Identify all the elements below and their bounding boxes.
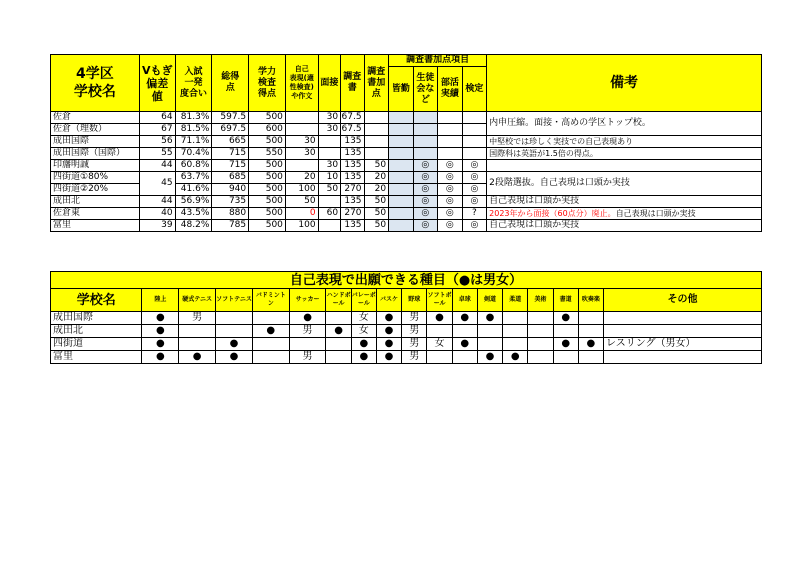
header-kinmu: 皆勤 <box>389 67 414 112</box>
sport-mark: 男 <box>402 325 427 338</box>
school-name: 成田北 <box>51 325 142 338</box>
sport-mark <box>452 351 477 364</box>
jiko-value <box>285 112 318 124</box>
sport-mark: 男 <box>402 338 427 351</box>
sport-mark: 女 <box>351 312 376 325</box>
sport-mark: ● <box>376 338 401 351</box>
other-sport: レスリング（男女） <box>604 338 762 351</box>
admissions-table <box>50 54 762 232</box>
katen-value <box>364 148 389 160</box>
jiko-value: 50 <box>285 196 318 208</box>
header-sport: 野球 <box>402 289 427 312</box>
chosasho-value: 270 <box>341 208 364 220</box>
gakuryoku-value: 500 <box>249 196 286 208</box>
sotokuten-value: 665 <box>212 136 249 148</box>
sport-mark <box>578 351 603 364</box>
sport-mark: ● <box>553 312 578 325</box>
sport-mark <box>427 325 452 338</box>
sport-mark <box>477 325 502 338</box>
header-sport: ハンドボール <box>326 289 351 312</box>
sport-mark <box>578 325 603 338</box>
nyushi-value: 81.5% <box>175 124 212 136</box>
katen-value: 50 <box>364 208 389 220</box>
bukatsu-mark <box>438 112 463 124</box>
katen-value: 20 <box>364 184 389 196</box>
sport-mark <box>503 338 528 351</box>
katen-value: 20 <box>364 172 389 184</box>
note-sakura-higashi-black: 自己表現は口頭か実技 <box>615 208 696 218</box>
table-row <box>51 338 762 351</box>
kinmu-mark <box>389 160 414 172</box>
sport-mark <box>553 325 578 338</box>
sport-mark: ● <box>427 312 452 325</box>
sport-mark <box>252 338 289 351</box>
gakuryoku-value: 500 <box>249 136 286 148</box>
sport-mark <box>553 351 578 364</box>
sport-mark: ● <box>477 351 502 364</box>
header-other: その他 <box>604 289 762 312</box>
table-row <box>51 136 762 148</box>
sport-mark <box>252 351 289 364</box>
header-kentei: 検定 <box>462 67 487 112</box>
nyushi-value: 81.3% <box>175 112 212 124</box>
sport-mark: ● <box>289 312 326 325</box>
chosasho-value: 135 <box>341 148 364 160</box>
note-yotsukaido: 2段階選抜。自己表現は口頭か実技 <box>487 172 762 196</box>
table-row <box>51 196 762 208</box>
sport-mark <box>528 351 553 364</box>
table-row <box>51 325 762 338</box>
sport-mark: 男 <box>402 351 427 364</box>
kinmu-mark <box>389 208 414 220</box>
sport-mark: ● <box>142 338 179 351</box>
sport-mark <box>528 325 553 338</box>
header-chosasho-katen: 調査 書加 点 <box>364 55 389 112</box>
header-chosasho: 調査 書 <box>341 55 364 112</box>
jiko-value <box>285 124 318 136</box>
sotokuten-value: 735 <box>212 196 249 208</box>
kentei-mark: ◎ <box>462 220 487 232</box>
seito-mark: ◎ <box>413 172 438 184</box>
header-sport: サッカー <box>289 289 326 312</box>
seito-mark: ◎ <box>413 184 438 196</box>
table-row <box>51 312 762 325</box>
nyushi-value: 63.7% <box>175 172 212 184</box>
gakuryoku-value: 500 <box>249 112 286 124</box>
chosasho-value: 135 <box>341 172 364 184</box>
table-row <box>51 148 762 160</box>
kentei-mark: ◎ <box>462 160 487 172</box>
table-row <box>51 351 762 364</box>
seito-mark <box>413 124 438 136</box>
table2-body <box>51 312 762 364</box>
sotokuten-value: 685 <box>212 172 249 184</box>
kinmu-mark <box>389 148 414 160</box>
header-sport: 卓球 <box>452 289 477 312</box>
sport-mark: ● <box>351 338 376 351</box>
katen-value: 50 <box>364 160 389 172</box>
school-name: 四街道②20% <box>51 184 140 196</box>
header-vmogi: Vもぎ 偏差 値 <box>139 55 175 112</box>
mensetsu-value: 50 <box>318 184 340 196</box>
katen-value: 50 <box>364 196 389 208</box>
mensetsu-value <box>318 136 340 148</box>
school-name: 佐倉（理数） <box>51 124 140 136</box>
sport-mark <box>289 338 326 351</box>
seito-mark: ◎ <box>413 208 438 220</box>
bukatsu-mark: ◎ <box>438 184 463 196</box>
header-biko: 備考 <box>487 55 762 112</box>
nyushi-value: 43.5% <box>175 208 212 220</box>
sotokuten-value: 940 <box>212 184 249 196</box>
header-sport: バスケ <box>376 289 401 312</box>
kinmu-mark <box>389 220 414 232</box>
sport-mark <box>326 312 351 325</box>
sotokuten-value: 597.5 <box>212 112 249 124</box>
seito-mark: ◎ <box>413 196 438 208</box>
sport-mark: ● <box>216 351 253 364</box>
school-name: 富里 <box>51 220 140 232</box>
header-sport: 吹奏楽 <box>578 289 603 312</box>
mensetsu-value <box>318 196 340 208</box>
sport-mark: ● <box>477 312 502 325</box>
note-narita-kokusai-k: 国際科は英語が1.5倍の得点。 <box>487 148 762 160</box>
bukatsu-mark: ◎ <box>438 220 463 232</box>
kinmu-mark <box>389 112 414 124</box>
mensetsu-value: 60 <box>318 208 340 220</box>
nyushi-value: 70.4% <box>175 148 212 160</box>
gakuryoku-value: 500 <box>249 172 286 184</box>
sport-mark: ● <box>578 338 603 351</box>
vmogi-value: 64 <box>139 112 175 124</box>
header-sotokuten: 総得 点 <box>212 55 249 112</box>
chosasho-value: 135 <box>341 136 364 148</box>
nyushi-value: 48.2% <box>175 220 212 232</box>
header-sport: 柔道 <box>503 289 528 312</box>
sotokuten-value: 785 <box>212 220 249 232</box>
sport-mark <box>477 338 502 351</box>
header-seito: 生徒 会な ど <box>413 67 438 112</box>
header-sport: 書道 <box>553 289 578 312</box>
katen-value <box>364 112 389 124</box>
sport-mark <box>179 325 216 338</box>
sport-mark <box>528 338 553 351</box>
gakuryoku-value: 600 <box>249 124 286 136</box>
kentei-mark <box>462 136 487 148</box>
gakuryoku-value: 500 <box>249 160 286 172</box>
header-school: 学校名 <box>51 289 142 312</box>
header-sport: バドミントン <box>252 289 289 312</box>
header-school-text: 4学区 学校名 <box>73 66 116 100</box>
chosasho-value: 67.5 <box>341 124 364 136</box>
sport-mark <box>503 325 528 338</box>
katen-value: 50 <box>364 220 389 232</box>
header-jiko: 自己 表現(適 性検査) や作文 <box>285 55 318 112</box>
header-sport: バレーボール <box>351 289 376 312</box>
table-row <box>51 220 762 232</box>
vmogi-value: 56 <box>139 136 175 148</box>
header-mensetsu: 面接 <box>318 55 340 112</box>
nyushi-value: 60.8% <box>175 160 212 172</box>
sport-mark: ● <box>376 351 401 364</box>
school-name: 四街道①80% <box>51 172 140 184</box>
school-name: 成田国際 <box>51 136 140 148</box>
sport-mark: 男 <box>402 312 427 325</box>
header-nyushi: 入試 一発 度合い <box>175 55 212 112</box>
note-sakura: 内申圧縮。面接・高めの学区トップ校。 <box>487 112 762 136</box>
jiko-value: 20 <box>285 172 318 184</box>
gakuryoku-value: 500 <box>249 184 286 196</box>
chosasho-value: 135 <box>341 160 364 172</box>
nyushi-value: 56.9% <box>175 196 212 208</box>
mensetsu-value: 30 <box>318 160 340 172</box>
school-name: 成田国際 <box>51 312 142 325</box>
sotokuten-value: 715 <box>212 148 249 160</box>
sport-mark: 女 <box>427 338 452 351</box>
sport-mark <box>252 312 289 325</box>
sport-mark: 女 <box>351 325 376 338</box>
sport-mark <box>503 312 528 325</box>
katen-value <box>364 124 389 136</box>
vmogi-value: 44 <box>139 196 175 208</box>
vmogi-value: 55 <box>139 148 175 160</box>
kinmu-mark <box>389 124 414 136</box>
chosasho-value: 135 <box>341 196 364 208</box>
sport-mark <box>326 351 351 364</box>
kinmu-mark <box>389 172 414 184</box>
nyushi-value: 41.6% <box>175 184 212 196</box>
sport-mark: ● <box>553 338 578 351</box>
kinmu-mark <box>389 184 414 196</box>
mensetsu-value: 30 <box>318 124 340 136</box>
kinmu-mark <box>389 196 414 208</box>
self-expression-table <box>50 271 762 364</box>
chosasho-value: 67.5 <box>341 112 364 124</box>
school-name: 印旛明誠 <box>51 160 140 172</box>
header-sport: 硬式テニス <box>179 289 216 312</box>
jiko-value: 100 <box>285 220 318 232</box>
table-row <box>51 112 762 124</box>
sotokuten-value: 715 <box>212 160 249 172</box>
table2-title: 自己表現で出願できる種目（●は男女） <box>51 272 762 289</box>
header-sport: ソフトテニス <box>216 289 253 312</box>
other-sport <box>604 312 762 325</box>
seito-mark <box>413 112 438 124</box>
kentei-mark: ? <box>462 208 487 220</box>
bukatsu-mark: ◎ <box>438 172 463 184</box>
kentei-mark: ◎ <box>462 172 487 184</box>
note-sakura-higashi-red: 2023年から面接（60点分）廃止。 <box>489 208 616 218</box>
header-school <box>51 55 140 112</box>
header-sport: 剣道 <box>477 289 502 312</box>
table-row <box>51 208 762 220</box>
sotokuten-value: 697.5 <box>212 124 249 136</box>
jiko-value: 30 <box>285 136 318 148</box>
gakuryoku-value: 500 <box>249 208 286 220</box>
kinmu-mark <box>389 136 414 148</box>
vmogi-value: 39 <box>139 220 175 232</box>
jiko-value <box>285 160 318 172</box>
seito-mark: ◎ <box>413 160 438 172</box>
other-sport <box>604 325 762 338</box>
sotokuten-value: 880 <box>212 208 249 220</box>
sport-mark: ● <box>142 325 179 338</box>
sport-mark <box>578 312 603 325</box>
sport-mark <box>216 312 253 325</box>
table-row <box>51 160 762 172</box>
vmogi-value: 40 <box>139 208 175 220</box>
chosasho-value: 135 <box>341 220 364 232</box>
header-sport: ソフトボール <box>427 289 452 312</box>
table-row <box>51 172 762 184</box>
sport-mark: ● <box>252 325 289 338</box>
note-narita-kita: 自己表現は口頭か実技 <box>487 196 762 208</box>
school-name: 成田北 <box>51 196 140 208</box>
school-name: 佐倉東 <box>51 208 140 220</box>
bukatsu-mark: ◎ <box>438 160 463 172</box>
sport-mark <box>179 338 216 351</box>
mensetsu-value <box>318 148 340 160</box>
school-name: 富里 <box>51 351 142 364</box>
kentei-mark: ◎ <box>462 196 487 208</box>
note-empty <box>487 160 762 172</box>
sport-mark: ● <box>503 351 528 364</box>
seito-mark <box>413 136 438 148</box>
header-bukatsu: 部活 実績 <box>438 67 463 112</box>
bukatsu-mark <box>438 136 463 148</box>
bukatsu-mark: ◎ <box>438 208 463 220</box>
mensetsu-value: 10 <box>318 172 340 184</box>
sport-mark: 男 <box>289 351 326 364</box>
katen-value <box>364 136 389 148</box>
note-narita-kokusai: 中堅校では珍しく実技での自己表現あり <box>487 136 762 148</box>
vmogi-value: 44 <box>139 160 175 172</box>
jiko-value: 0 <box>285 208 318 220</box>
school-name: 成田国際（国際） <box>51 148 140 160</box>
bukatsu-mark <box>438 124 463 136</box>
gakuryoku-value: 500 <box>249 220 286 232</box>
sport-mark <box>427 351 452 364</box>
mensetsu-value <box>318 220 340 232</box>
bukatsu-mark <box>438 148 463 160</box>
sport-mark: ● <box>351 351 376 364</box>
sport-mark: ● <box>376 325 401 338</box>
seito-mark: ◎ <box>413 220 438 232</box>
sport-mark: 男 <box>289 325 326 338</box>
other-sport <box>604 351 762 364</box>
bukatsu-mark: ◎ <box>438 196 463 208</box>
sport-mark: ● <box>376 312 401 325</box>
vmogi-value: 45 <box>139 172 175 196</box>
gakuryoku-value: 550 <box>249 148 286 160</box>
jiko-value: 100 <box>285 184 318 196</box>
chosasho-value: 270 <box>341 184 364 196</box>
kentei-mark: ◎ <box>462 184 487 196</box>
school-name: 四街道 <box>51 338 142 351</box>
nyushi-value: 71.1% <box>175 136 212 148</box>
sport-mark: ● <box>179 351 216 364</box>
mensetsu-value: 30 <box>318 112 340 124</box>
header-gakuryoku: 学力 検査 得点 <box>249 55 286 112</box>
note-sakura-higashi <box>487 208 762 220</box>
sport-mark: 男 <box>179 312 216 325</box>
sport-mark <box>326 338 351 351</box>
sport-mark: ● <box>326 325 351 338</box>
header-sport: 陸上 <box>142 289 179 312</box>
sport-mark <box>528 312 553 325</box>
sport-mark: ● <box>142 351 179 364</box>
kentei-mark <box>462 148 487 160</box>
school-name: 佐倉 <box>51 112 140 124</box>
jiko-value: 30 <box>285 148 318 160</box>
sport-mark <box>452 325 477 338</box>
kentei-mark <box>462 112 487 124</box>
sport-mark <box>216 325 253 338</box>
kentei-mark <box>462 124 487 136</box>
sport-mark: ● <box>452 338 477 351</box>
vmogi-value: 67 <box>139 124 175 136</box>
sport-mark: ● <box>452 312 477 325</box>
note-tomisato: 自己表現は口頭か実技 <box>487 220 762 232</box>
header-sport: 美術 <box>528 289 553 312</box>
sport-mark: ● <box>142 312 179 325</box>
header-katen-group: 調査書加点項目 <box>389 55 487 67</box>
sport-mark: ● <box>216 338 253 351</box>
seito-mark <box>413 148 438 160</box>
